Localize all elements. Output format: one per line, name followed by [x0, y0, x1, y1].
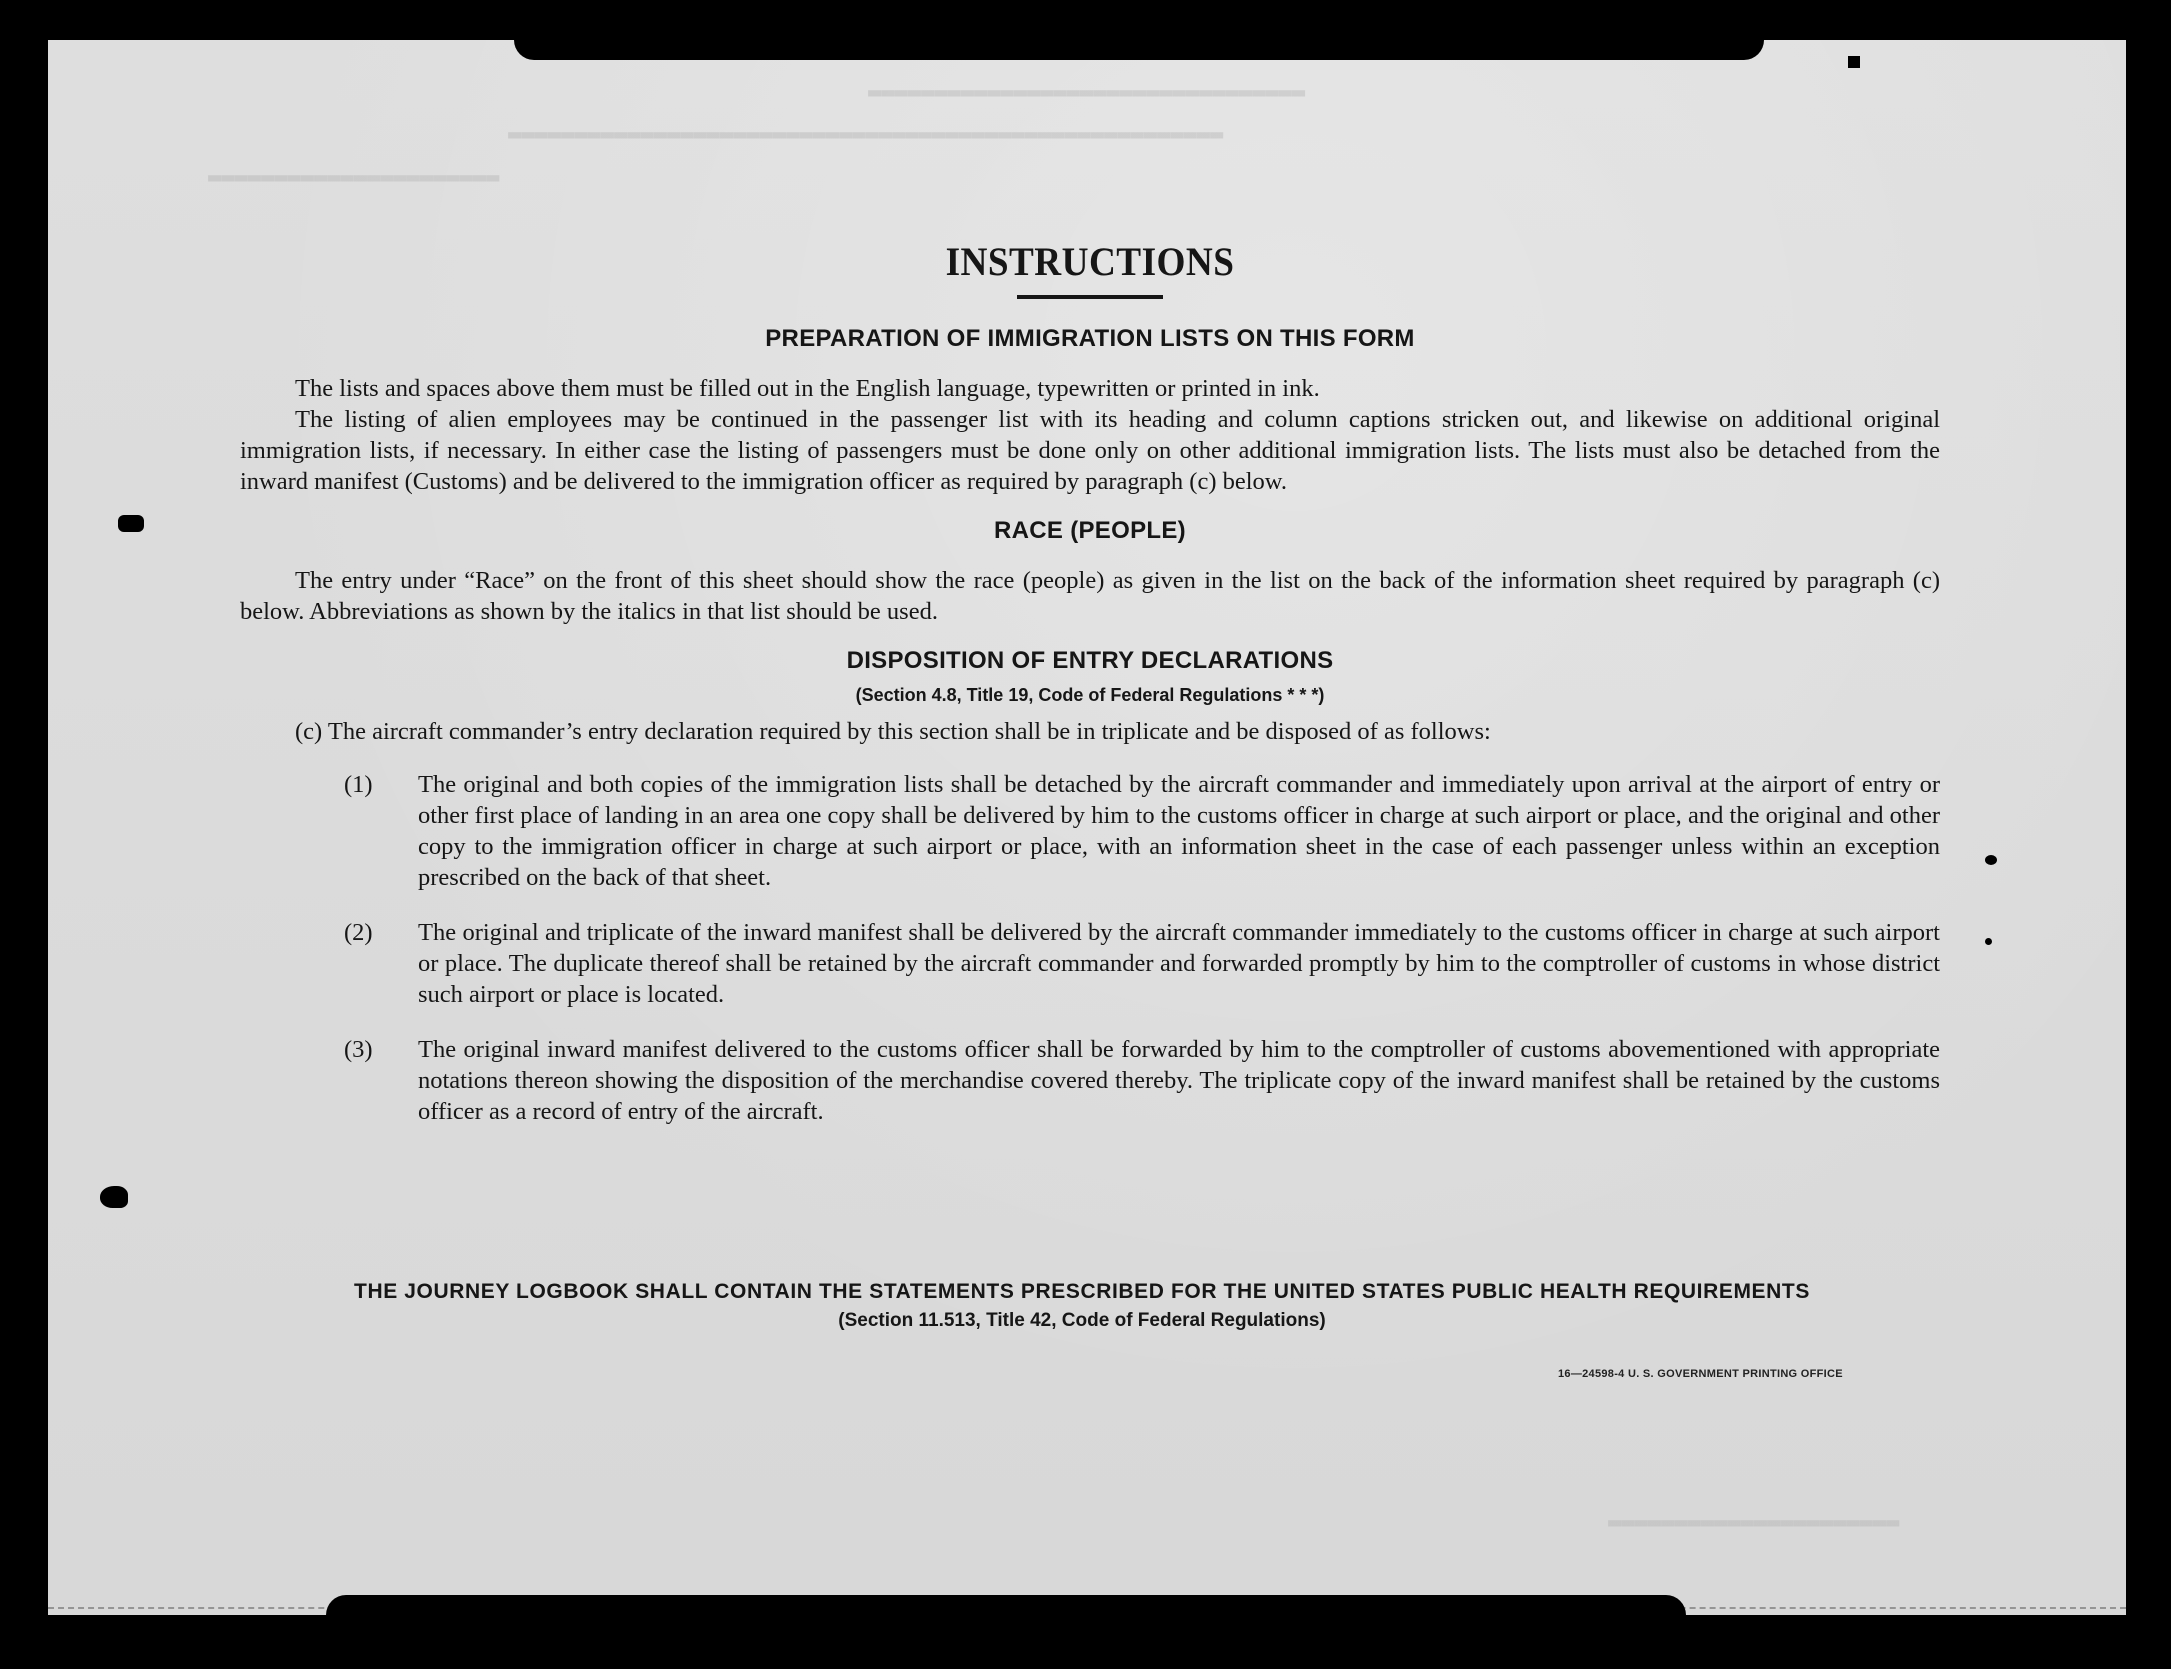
list-item [240, 769, 1940, 893]
page-title: INSTRUCTIONS [945, 239, 1235, 284]
list-item-text: The original inward manifest delivered to the customs officer shall be forwarded by him to the comptroller of customs abovementioned with appropriate notations thereon showing the disposition of the merchandise covered thereby. The triplicate copy of the inward manifest shall be retained by the customs officer as a record of entry of the aircraft. [418, 1036, 1940, 1125]
torn-top-edge [514, 40, 1764, 60]
list-item [240, 917, 1940, 1010]
list-item-text: The original and triplicate of the inward manifest shall be delivered by the aircraft commander immediately to the customs officer in charge at such airport or place. The duplicate thereof shall be retained by the aircraft commander and forwarded promptly by him to the comptroller of customs in whose district such airport or place is located. [418, 919, 1940, 1008]
list-item-number: (2) [344, 919, 373, 946]
section-heading-race: RACE (PEOPLE) [994, 517, 1186, 544]
paragraph-text: The listing of alien employees may be continued in the passenger list with its heading and column captions stricken out, and likewise on additional original immigration lists, if necessary. In either case the listing of passengers must be done only on other additional immigration lists. The lists must also be detached from the inward manifest (Customs) and be delivered to the immigration officer as required by paragraph (c) below. [240, 406, 1940, 495]
closing-citation: (Section 11.513, Title 42, Code of Federal Regulations) [838, 1310, 1326, 1331]
list-item-text: The original and both copies of the immigration lists shall be detached by the aircraft commander and immediately upon arrival at the airport of entry or other first place of landing in an area one copy shall be delivered by him to the customs officer in charge at such airport or place, and the original and other copy to the immigration officer in charge at such airport or place, with an information sheet in the case of each passenger unless within an exception prescribed on the back of that sheet. [418, 771, 1940, 891]
print-code: 16—24598-4 U. S. GOVERNMENT PRINTING OFFICE [1558, 1368, 1843, 1380]
show-through-bleed: ▬▬▬▬▬▬▬▬▬▬▬▬▬▬▬▬▬▬▬▬▬▬▬▬▬▬▬▬▬▬▬▬▬ [868, 80, 1306, 105]
list-item-number: (3) [344, 1036, 373, 1063]
list-item [240, 1034, 1940, 1127]
speck-mark [1985, 938, 1992, 945]
speck-mark [1848, 56, 1860, 68]
hole-punch-mark [100, 1186, 128, 1208]
list-item-number: (1) [344, 771, 373, 798]
show-through-bleed: ▬▬▬▬▬▬▬▬▬▬▬▬▬▬▬▬▬▬▬▬▬▬▬▬▬▬▬▬▬▬▬▬▬▬▬▬▬▬▬▬▬▬▬▬▬▬▬▬▬▬▬▬▬▬ [508, 122, 1224, 147]
section-heading-disposition: DISPOSITION OF ENTRY DECLARATIONS [846, 647, 1334, 674]
paragraph-text: The lists and spaces above them must be filled out in the English language, typewritten or printed in ink. [295, 375, 1320, 402]
closing-statement [232, 1280, 1932, 1332]
torn-bottom-edge [326, 1595, 1686, 1617]
show-through-bleed: ▬▬▬▬▬▬▬▬▬▬▬▬▬▬▬▬▬▬▬▬▬▬ [1608, 1510, 1900, 1535]
section-heading-preparation: PREPARATION OF IMMIGRATION LISTS ON THIS FORM [765, 325, 1415, 352]
paragraph-text: The entry under “Race” on the front of this sheet should show the race (people) as given in the list on the back of the information sheet required by paragraph (c) below. Abbreviations as shown by the italics in that list should be used. [240, 567, 1940, 625]
paragraph-c-intro: (c) The aircraft commander’s entry declaration required by this section shall be in triplicate and be disposed of as follows: [295, 718, 1491, 745]
instructions-body [240, 238, 1940, 1151]
title-underline [1017, 295, 1163, 299]
section-citation: (Section 4.8, Title 19, Code of Federal Regulations * * *) [855, 685, 1325, 705]
speck-mark [1985, 855, 1997, 865]
hole-punch-mark [118, 515, 144, 532]
show-through-bleed: ▬▬▬▬▬▬▬▬▬▬▬▬▬▬▬▬▬▬▬▬▬▬ [208, 165, 500, 190]
closing-statement-line: THE JOURNEY LOGBOOK SHALL CONTAIN THE STATEMENTS PRESCRIBED FOR THE UNITED STATES PUBLIC HEALTH REQUIREMENTS [354, 1280, 1810, 1303]
